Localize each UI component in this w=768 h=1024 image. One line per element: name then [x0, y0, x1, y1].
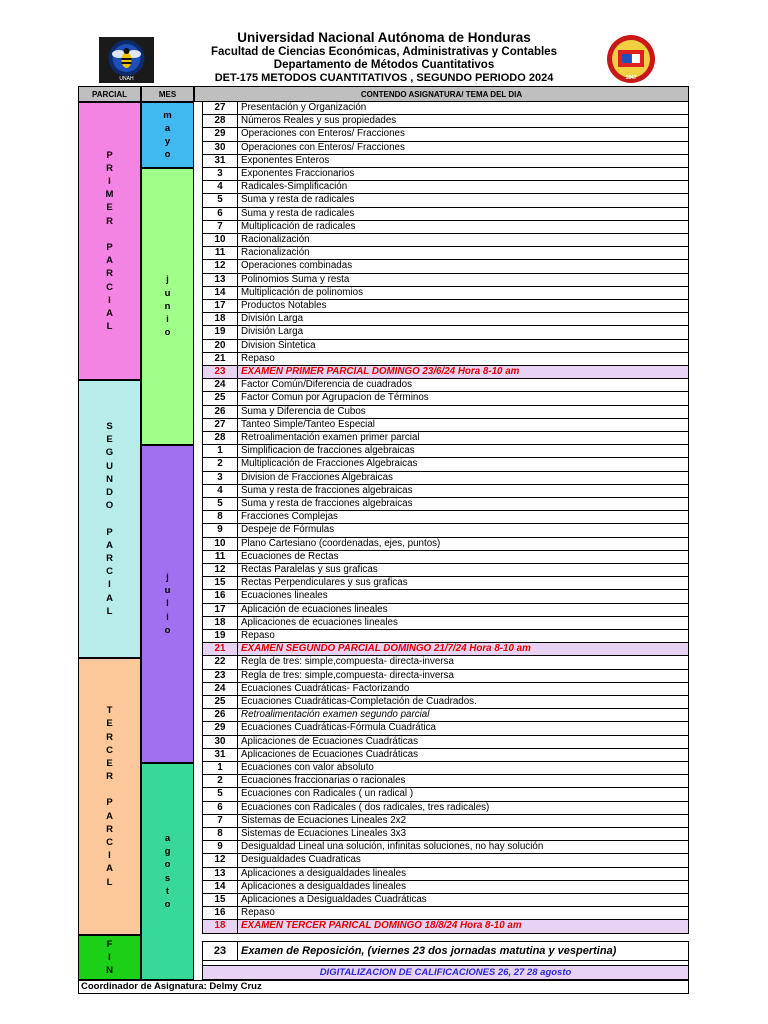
- schedule-row: [202, 722, 689, 735]
- row-day: 14: [203, 287, 238, 299]
- month-letter: s: [164, 872, 171, 884]
- row-day: 31: [203, 749, 238, 761]
- department-title: Departamento de Métodos Cuantitativos: [273, 59, 495, 71]
- row-topic: Racionalización: [241, 234, 310, 245]
- schedule-row: [202, 142, 689, 155]
- month-letter: i: [166, 314, 169, 326]
- row-day: 27: [203, 102, 238, 114]
- row-topic: Racionalización: [241, 247, 310, 259]
- row-day: 28: [203, 432, 238, 444]
- row-day: 3: [203, 472, 238, 484]
- row-day: 23: [203, 366, 238, 378]
- month-letter: t: [165, 885, 170, 897]
- row-topic: Radicales-Simplificación: [241, 181, 348, 193]
- schedule-row: [202, 340, 689, 353]
- row-day: 1: [203, 445, 238, 457]
- parcial-letter: M: [105, 189, 114, 201]
- column-header-mes: MES: [141, 86, 194, 102]
- row-day: 18: [203, 313, 238, 325]
- schedule-row: [202, 590, 689, 603]
- month-letter: j: [166, 571, 169, 583]
- row-topic: Simplificacion de fracciones algebraicas: [241, 445, 415, 457]
- schedule-row: [202, 234, 689, 247]
- parcial-letter: I: [108, 951, 111, 963]
- column-header-contenido: CONTENDO ASIGNATURA/ TEMA DEL DIA: [194, 86, 689, 102]
- parcial-letter: A: [106, 307, 113, 319]
- digitalizacion-text: DIGITALIZACION DE CALIFICACIONES 26, 27 28 agosto: [319, 967, 572, 978]
- row-day: 2: [203, 458, 238, 470]
- row-topic: Suma y resta de fracciones algebraicas: [241, 498, 413, 509]
- month-letter: o: [164, 859, 171, 871]
- parcial-letter: L: [106, 876, 113, 888]
- row-day: 24: [203, 683, 238, 695]
- row-topic: Despeje de Fórmulas: [241, 524, 335, 536]
- parcial-letter: R: [106, 552, 113, 564]
- coordinator-footer: Coordinador de Asignatura: Delmy Cruz: [78, 980, 689, 994]
- month-letter: m: [163, 109, 172, 121]
- row-day: 8: [203, 511, 238, 523]
- row-day: 21: [203, 643, 238, 655]
- parcial-block: [78, 102, 141, 380]
- row-day: 16: [203, 590, 238, 602]
- month-letter: o: [164, 624, 171, 636]
- row-day: 22: [203, 656, 238, 668]
- parcial-letter: N: [106, 473, 113, 485]
- row-day: 28: [203, 115, 238, 127]
- parcial-letter: O: [105, 500, 114, 512]
- parcial-letter: I: [108, 294, 111, 306]
- row-topic: Retroalimentación examen segundo parcial: [241, 709, 430, 721]
- schedule-row: [202, 749, 689, 762]
- row-topic: Aplicaciones de Ecuaciones Cuadráticas: [241, 748, 418, 760]
- month-letter: a: [164, 122, 171, 134]
- row-day: 1: [203, 762, 238, 774]
- row-topic: Division Sintetica: [241, 339, 316, 351]
- row-topic: Ecuaciones Cuadráticas-Completación de Cuadrados.: [241, 696, 477, 707]
- row-day: 23: [203, 942, 238, 960]
- row-topic: Repaso: [241, 352, 275, 364]
- parcial-letter: C: [106, 837, 113, 848]
- parcial-block: [78, 658, 141, 935]
- schedule-row: [202, 419, 689, 432]
- row-topic: Aplicaciones a desigualdades lineales: [241, 867, 407, 879]
- row-day: 12: [203, 260, 238, 272]
- month-block: [141, 445, 194, 763]
- schedule-row: [202, 102, 689, 115]
- column-header-parcial: PARCIAL: [78, 86, 141, 102]
- row-day: 5: [203, 498, 238, 510]
- schedule-row: [202, 577, 689, 590]
- row-topic: Retroalimentación examen primer parcial: [241, 432, 420, 443]
- schedule-row: [202, 815, 689, 828]
- unah-logo-text: UNAH: [119, 76, 134, 82]
- row-topic: Polinomios Suma y resta: [241, 273, 350, 285]
- row-day: 14: [203, 881, 238, 893]
- row-day: 17: [203, 300, 238, 312]
- parcial-letter: R: [106, 268, 113, 280]
- row-topic: Ecuaciones de Rectas: [241, 550, 339, 562]
- schedule-row: [202, 287, 689, 300]
- row-topic: Repaso: [241, 630, 275, 641]
- exam-row: [202, 920, 689, 933]
- row-day: 13: [203, 868, 238, 880]
- parcial-letter: C: [106, 281, 113, 293]
- row-day: 17: [203, 604, 238, 616]
- row-topic: Factor Comun por Agrupacion de Términos: [241, 392, 429, 404]
- parcial-letter: R: [106, 731, 113, 743]
- parcial-letter: S: [106, 421, 113, 433]
- row-day: 25: [203, 392, 238, 404]
- row-topic: Ecuaciones con Radicales ( dos radicales, tres radicales): [241, 801, 490, 813]
- row-topic: Ecuaciones con Radicales ( un radical ): [241, 788, 414, 800]
- schedule-row: [202, 274, 689, 287]
- parcial-letter: R: [106, 771, 113, 783]
- month-letter: o: [164, 898, 171, 910]
- row-topic: Suma y resta de radicales: [241, 194, 355, 206]
- parcial-letter: I: [108, 850, 111, 862]
- parcial-letter: A: [106, 863, 113, 875]
- schedule-row: [202, 168, 689, 181]
- row-day: 6: [203, 802, 238, 814]
- row-topic: Aplicaciones a desigualdades lineales: [241, 880, 407, 892]
- row-topic: Ecuaciones lineales: [241, 590, 328, 602]
- schedule-row: [202, 656, 689, 669]
- row-topic: EXAMEN TERCER PARICAL DOMINGO 18/8/24 Hora 8-10 am: [241, 920, 522, 932]
- row-day: 9: [203, 524, 238, 536]
- schedule-row: [202, 472, 689, 485]
- row-topic: Plano Cartesiano (coordenadas, ejes, puntos): [241, 537, 441, 549]
- row-day: 24: [203, 379, 238, 391]
- digitalizacion-row: [202, 966, 689, 980]
- row-day: 5: [203, 194, 238, 206]
- schedule-row: [202, 538, 689, 551]
- parcial-letter: P: [106, 241, 113, 253]
- parcial-letter: T: [106, 705, 113, 717]
- schedule-row: [202, 894, 689, 907]
- schedule-row: [202, 775, 689, 788]
- parcial-letter: R: [106, 823, 113, 835]
- row-day: 26: [203, 709, 238, 721]
- parcial-letter: P: [106, 526, 113, 538]
- parcial-letter: F: [106, 938, 113, 950]
- parcial-letter: E: [106, 434, 113, 446]
- schedule-row: [202, 841, 689, 854]
- schedule-row: [202, 353, 689, 366]
- parcial-letter: C: [106, 744, 113, 756]
- row-topic: Sistemas de Ecuaciones Lineales 2x2: [241, 814, 407, 826]
- schedule-row: [202, 181, 689, 194]
- row-day: 7: [203, 815, 238, 827]
- row-day: 10: [203, 234, 238, 246]
- faculty-title: Facultad de Ciencias Económicas, Administrativas y Contables: [211, 46, 557, 58]
- schedule-row: [202, 762, 689, 775]
- parcial-letter: R: [106, 162, 113, 174]
- row-day: 15: [203, 894, 238, 906]
- month-letter: a: [164, 832, 171, 844]
- row-topic: Aplicaciones de ecuaciones lineales: [241, 616, 398, 628]
- parcial-block: [78, 935, 141, 980]
- parcial-letter: A: [106, 592, 113, 604]
- schedule-row: [202, 300, 689, 313]
- seal-year-text: 1847: [625, 75, 637, 81]
- row-day: 15: [203, 577, 238, 589]
- schedule-row: [202, 313, 689, 326]
- exam-row: [202, 366, 689, 379]
- parcial-letter: I: [108, 579, 111, 591]
- row-topic: Aplicaciones a Desigualdades Cuadráticas: [241, 894, 427, 905]
- schedule-row: [202, 828, 689, 841]
- schedule-row: [202, 604, 689, 617]
- row-day: 19: [203, 630, 238, 642]
- document-header: [0, 0, 768, 86]
- row-topic: Factor Común/Diferencia de cuadrados: [241, 379, 412, 391]
- month-block: [141, 102, 194, 168]
- schedule-row: [202, 485, 689, 498]
- row-topic: Suma y resta de radicales: [241, 207, 355, 219]
- row-topic: Productos Notables: [241, 300, 327, 311]
- schedule-row: [202, 260, 689, 273]
- schedule-row: [202, 881, 689, 894]
- month-letter: n: [164, 300, 171, 312]
- row-topic: Examen de Reposición, (viernes 23 dos jornadas matutina y vespertina): [241, 945, 617, 957]
- row-topic: Ecuaciones Cuadráticas-Fórmula Cuadrática: [241, 722, 436, 734]
- row-day: 29: [203, 722, 238, 734]
- schedule-row: [202, 326, 689, 339]
- row-day: 19: [203, 326, 238, 338]
- month-letter: i: [166, 611, 169, 623]
- schedule-row: [202, 617, 689, 630]
- row-topic: Suma y resta de fracciones algebraicas: [241, 484, 413, 496]
- row-day: 11: [203, 551, 238, 563]
- parcial-block: [78, 380, 141, 658]
- exam-row: [202, 643, 689, 656]
- row-topic: Rectas Perpendiculares y sus graficas: [241, 577, 408, 589]
- row-day: 4: [203, 485, 238, 497]
- row-day: 5: [203, 788, 238, 800]
- schedule-row: [202, 670, 689, 683]
- schedule-row: [202, 564, 689, 577]
- parcial-letter: U: [106, 460, 113, 472]
- month-block: [141, 763, 194, 980]
- schedule-row: [202, 868, 689, 881]
- row-day: 10: [203, 538, 238, 550]
- parcial-letter: A: [106, 255, 113, 267]
- row-day: 20: [203, 340, 238, 352]
- row-day: 4: [203, 181, 238, 193]
- parcial-letter: I: [108, 176, 111, 188]
- row-day: 18: [203, 617, 238, 629]
- row-topic: Operaciones combinadas: [241, 260, 353, 272]
- schedule-row: [202, 247, 689, 260]
- schedule-row: [202, 194, 689, 207]
- row-day: 2: [203, 775, 238, 787]
- schedule-row: [202, 736, 689, 749]
- month-letter: g: [164, 846, 171, 858]
- schedule-row: [202, 458, 689, 471]
- parcial-letter: P: [106, 149, 113, 161]
- month-block: [141, 168, 194, 445]
- row-day: 3: [203, 168, 238, 180]
- row-topic: EXAMEN PRIMER PARCIAL DOMINGO 23/6/24 Hora 8-10 am: [241, 366, 520, 377]
- row-day: 30: [203, 142, 238, 154]
- schedule-row: [202, 907, 689, 920]
- row-day: 26: [203, 406, 238, 418]
- course-title: DET-175 METODOS CUANTITATIVOS , SEGUNDO PERIODO 2024: [214, 72, 554, 84]
- row-day: 7: [203, 221, 238, 233]
- row-topic: Operaciones con Enteros/ Fracciones: [241, 128, 405, 140]
- month-letter: u: [164, 287, 171, 299]
- row-topic: Multiplicación de Fracciones Algebraicas: [241, 458, 418, 470]
- schedule-row: [202, 128, 689, 141]
- month-letter: u: [164, 585, 171, 597]
- parcial-letter: A: [106, 539, 113, 551]
- unah-bee-logo: [99, 37, 154, 83]
- parcial-letter: L: [106, 321, 113, 333]
- row-day: 6: [203, 208, 238, 220]
- parcial-letter: E: [106, 718, 113, 730]
- row-day: 29: [203, 128, 238, 140]
- row-day: 13: [203, 274, 238, 286]
- parcial-letter: R: [106, 215, 113, 227]
- schedule-row: [202, 709, 689, 722]
- row-day: 8: [203, 828, 238, 840]
- row-topic: Exponentes Fraccionarios: [241, 168, 355, 179]
- schedule-row: [202, 498, 689, 511]
- row-topic: Regla de tres: simple,compuesta- directa-inversa: [241, 656, 454, 668]
- schedule-row: [202, 683, 689, 696]
- schedule-row: [202, 788, 689, 801]
- schedule-row: [202, 406, 689, 419]
- row-topic: Aplicaciones de Ecuaciones Cuadráticas: [241, 735, 418, 747]
- month-letter: y: [164, 136, 171, 147]
- month-letter: l: [166, 598, 169, 610]
- parcial-letter: A: [106, 810, 113, 822]
- schedule-row: [202, 221, 689, 234]
- row-topic: Operaciones con Enteros/ Fracciones: [241, 141, 405, 153]
- schedule-row: [202, 696, 689, 709]
- row-day: 27: [203, 419, 238, 431]
- parcial-letter: E: [106, 202, 113, 214]
- schedule-row: [202, 155, 689, 168]
- row-topic: Suma y Diferencia de Cubos: [241, 405, 366, 417]
- schedule-row: [202, 432, 689, 445]
- schedule-row: [202, 524, 689, 537]
- row-topic: Regla de tres: simple,compuesta- directa-inversa: [241, 669, 454, 681]
- row-topic: Ecuaciones fraccionarias o racionales: [241, 775, 406, 787]
- schedule-row: [202, 630, 689, 643]
- row-day: 9: [203, 841, 238, 853]
- row-topic: Ecuaciones Cuadráticas- Factorizando: [241, 682, 410, 694]
- schedule-row: [202, 551, 689, 564]
- schedule-row: [202, 511, 689, 524]
- row-topic: Aplicación de ecuaciones lineales: [241, 603, 388, 615]
- schedule-row: [202, 379, 689, 392]
- schedule-row: [202, 802, 689, 815]
- university-title: Universidad Nacional Autónoma de Honduras: [237, 30, 531, 45]
- month-letter: j: [166, 274, 169, 286]
- parcial-letter: D: [106, 487, 113, 499]
- row-day: 18: [203, 920, 238, 932]
- reposicion-row: [202, 941, 689, 961]
- row-topic: División Larga: [241, 326, 304, 338]
- row-topic: EXAMEN SEGUNDO PARCIAL DOMINGO 21/7/24 Hora 8-10 am: [241, 643, 531, 655]
- row-day: 23: [203, 670, 238, 682]
- row-topic: Tanteo Simple/Tanteo Especial: [241, 418, 375, 430]
- row-topic: Rectas Paralelas y sus graficas: [241, 564, 378, 575]
- row-topic: Exponentes Enteros: [241, 154, 330, 166]
- schedule-row: [202, 115, 689, 128]
- schedule-row: [202, 854, 689, 867]
- row-topic: Ecuaciones con valor absoluto: [241, 762, 374, 773]
- row-day: 21: [203, 353, 238, 365]
- row-day: 12: [203, 854, 238, 866]
- schedule-row: [202, 392, 689, 405]
- row-topic: Sistemas de Ecuaciones Lineales 3x3: [241, 828, 407, 839]
- row-day: 11: [203, 247, 238, 259]
- row-topic: Números Reales y sus propiedades: [241, 115, 397, 127]
- faculty-seal-logo: [603, 34, 659, 84]
- row-day: 12: [203, 564, 238, 576]
- row-topic: Division de Fracciones Algebraicas: [241, 471, 393, 483]
- row-day: 16: [203, 907, 238, 919]
- parcial-letter: L: [106, 605, 113, 617]
- month-letter: o: [164, 149, 171, 161]
- row-topic: Multiplicación de radicales: [241, 220, 356, 232]
- schedule-row: [202, 445, 689, 458]
- month-letter: o: [164, 327, 171, 339]
- parcial-letter: C: [106, 566, 113, 578]
- row-topic: Fracciones Complejas: [241, 511, 338, 523]
- row-day: 25: [203, 696, 238, 708]
- row-topic: Multiplicación de polinomios: [241, 286, 363, 298]
- schedule-row: [202, 208, 689, 221]
- row-day: 30: [203, 736, 238, 748]
- row-topic: Presentación y Organización: [241, 102, 367, 113]
- parcial-letter: N: [106, 965, 113, 977]
- parcial-letter: E: [106, 757, 113, 769]
- row-topic: Desigualdad Lineal una solución, infinitas soluciones, no hay solución: [241, 841, 544, 853]
- parcial-letter: P: [106, 797, 113, 809]
- row-day: 31: [203, 155, 238, 167]
- row-topic: División Larga: [241, 313, 304, 325]
- row-topic: Repaso: [241, 907, 275, 919]
- parcial-letter: G: [105, 447, 114, 459]
- row-topic: Desigualdades Cuadraticas: [241, 854, 361, 866]
